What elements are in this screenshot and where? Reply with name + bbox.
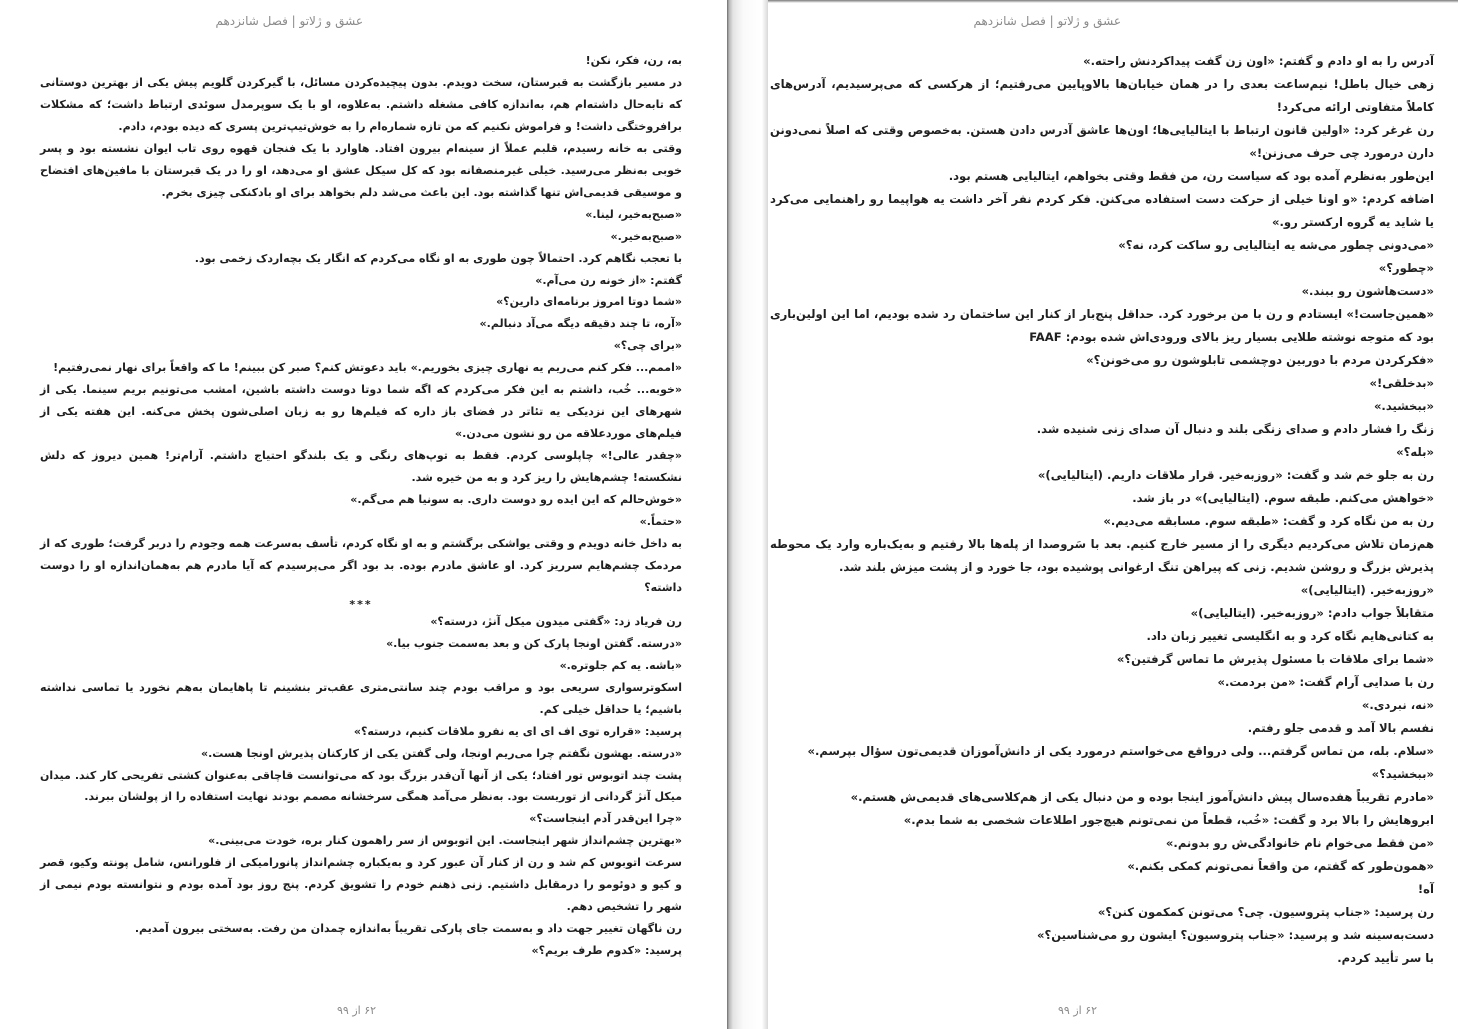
paragraph: سرعت اتوبوس کم شد و رن از کنار آن عبور کرد و به‌یکباره چشم‌انداز پانورامیکی از فلورانس، شامل پونته وکیو، قصر و کیو و دوئومو را درمقابل داشتیم. زنی ذهنم خودم را تشویق کردم. پنج روز بود آمده بودم و نتوانسته بودم نیمی از شهر را تشخیص دهم. <box>40 856 682 914</box>
paragraph: رن به جلو خم شد و گفت: «روزبه‌خیر. قرار ملاقات داریم. (ایتالیایی)» <box>1037 468 1434 482</box>
left-page <box>0 0 727 1029</box>
running-header: عشق و ژلاتو | فصل شانزدهم <box>215 14 363 28</box>
book-gutter <box>727 0 768 1029</box>
paragraph: هم‌زمان تلاش می‌کردیم دیگری را از مسیر خارج کنیم. بعد با سَروصدا از پله‌ها بالا رفتیم و به‌یک‌باره وارد یک محوطه پذیرش بزرگ و روشن شدیم. زنی که پیراهن تنگ ارغوانی پوشیده بود، جا خورد و از پشت میزش بلند شد. <box>770 537 1434 574</box>
section-separator: *** <box>349 597 373 611</box>
paragraph: زهی خیال باطل! نیم‌ساعت بعدی را در همان خیابان‌ها بالاوپایین می‌رفتیم؛ از هرکسی که می‌پرسیدیم، آدرس‌های کاملاً متفاوتی ارائه می‌کرد! <box>770 77 1434 114</box>
paragraph: «روزبه‌خیر. (ایتالیایی)» <box>1300 583 1434 597</box>
paragraph: به، رن، فکر، نکن! <box>585 54 682 67</box>
paragraph: اضافه کردم: «و اونا خیلی از حرکت دست استفاده می‌کنن. فکر کردم نفر آخر داشت یه هواپیما رو راهنمایی می‌کرد یا شاید یه گروه ارکستر رو.» <box>770 192 1434 229</box>
paragraph: با تعجب نگاهم کرد. احتمالاً چون طوری به او نگاه می‌کردم که انگار یک بچه‌اردک زخمی بود. <box>194 251 682 265</box>
paragraph: اسکوترسواری سریعی بود و مراقب بودم چند سانتی‌متری عقب‌تر بنشینم تا پاهایمان به‌هم نخورد یا تماسی نداشته باشیم؛ یا حداقل خیلی کم. <box>40 680 682 716</box>
paragraph: متقابلاً جواب دادم: «روزبه‌خیر. (ایتالیایی)» <box>1190 606 1434 620</box>
paragraph: رن فریاد زد: «گفتی میدون میکل آنژ، درسته؟» <box>430 614 682 628</box>
paragraph: «بله؟» <box>1396 445 1434 459</box>
paragraph: «دست‌هاشون رو ببند.» <box>1301 284 1434 298</box>
page-body <box>40 50 682 962</box>
paragraph: «اممم... فکر کنم می‌ریم یه نهاری چیزی بخوریم.» باید دعوتش کنم؟ صبر کن ببینم! ما که واقعاً برای نهار نمی‌رفتیم! <box>53 361 682 375</box>
paragraph: «همون‌طور که گفتم، من واقعاً نمی‌تونم کمکی بکنم.» <box>1127 859 1434 873</box>
paragraph: «درسته. گفتن اونجا پارک کن و بعد به‌سمت جنوب بیا.» <box>386 636 682 650</box>
paragraph: در مسیر بازگشت به قبرستان، سخت دویدم. بدون پیچیده‌کردن مسائل، با گیرکردن گلویم پیش یکی از بهترین دوستانی که تابه‌حال داشته‌ام هم، به‌اندازه کافی مشغله داشتم. به‌علاوه، او با یک سوپرمدل سوئدی ارتباط داشت؛ که مشکلات برافروختگی داشت! و فراموش نکنیم که من تازه شماره‌ام را به خوش‌تیپ‌ترین پسری که دیده بودم، دادم. <box>40 75 682 133</box>
paragraph: رن پرسید: «جناب پتروسیون. چی؟ می‌تونن کمکمون کنن؟» <box>1097 905 1434 919</box>
paragraph: «درسته. بهشون نگفتم چرا می‌ریم اونجا، ولی گفتن یکی از کارکنان پذیرش اونجا هست.» <box>200 746 682 760</box>
right-page <box>768 0 1458 1029</box>
paragraph: «شما برای ملاقات با مسئول پذیرش ما تماس گرفتین؟» <box>1116 652 1434 666</box>
paragraph: به کتانی‌هایم نگاه کرد و به انگلیسی تغییر زبان داد. <box>1146 629 1434 643</box>
page-number: ۶۲ از ۹۹ <box>1058 1004 1098 1017</box>
paragraph: «صبح‌به‌خیر، لینا.» <box>585 207 682 221</box>
paragraph: «همین‌جاست!» ایستادم و رن با من برخورد کرد. حداقل پنج‌بار از کنار این ساختمان رد شده بودیم، اما این اولین‌باری بود که متوجه نوشته طلایی بسیار ریز بالای ورودی‌اش شده بودم: FAAF <box>770 307 1434 344</box>
paragraph: پرسید: «کدوم طرف بریم؟» <box>531 944 682 958</box>
paragraph: «خوش‌حالم که این ایده رو دوست داری. به سونیا هم می‌گم.» <box>350 493 682 507</box>
paragraph: «شما دوتا امروز برنامه‌ای دارین؟» <box>496 295 682 309</box>
paragraph: گفتم: «از خونه رن می‌آم.» <box>535 273 682 287</box>
paragraph: زنگ را فشار دادم و صدای زنگی بلند و دنبال آن صدای زنی شنیده شد. <box>1036 422 1434 436</box>
paragraph: «بدخلقی!» <box>1369 376 1434 390</box>
paragraph: «چرا این‌قدر آدم اینجاست؟» <box>529 812 682 826</box>
page-number: ۶۲ از ۹۹ <box>337 1004 377 1017</box>
paragraph: آدرس را به او دادم و گفتم: «اون زن گفت پیداکردنش راحته.» <box>1083 54 1434 68</box>
paragraph: پرسید: «قراره توی اف ای ای یه نفرو ملاقات کنیم، درسته؟» <box>353 724 682 738</box>
paragraph: رن به من نگاه کرد و گفت: «طبقه سوم. مسابقه می‌دیم.» <box>1103 514 1434 528</box>
paragraph: «بهترین چشم‌انداز شهر اینجاست. این اتوبوس از سر راهمون کنار بره، خودت می‌بینی.» <box>208 834 682 848</box>
paragraph: «خواهش می‌کنم. طبقه سوم. (ایتالیایی)» در باز شد. <box>1132 491 1434 505</box>
paragraph: آه! <box>1417 882 1434 896</box>
paragraph: رن ناگهان تغییر جهت داد و به‌سمت جای پارکی تقریباً به‌اندازه چمدان من رفت. به‌سختی بیرون آمدیم. <box>134 922 682 936</box>
paragraph: «من فقط می‌خوام نام خانوادگی‌ش رو بدونم.» <box>1165 836 1434 850</box>
paragraph: وقتی به خانه رسیدم، قلبم عملاً از سینه‌ام بیرون افتاد. هاوارد با یک فنجان قهوه روی تاب ایوان نشسته بود و پسر خوبی به‌نظر می‌رسید. خیلی غیرمنصفانه بود که کل سیکل عشق او می‌دهد، او را در یک قبرستان با مافین‌های افتضاح و موسیقی قدیمی‌اش تنها گذاشته بود. این باعث می‌شد دلم بخواهد برای او بادکنکی چیزی بخرم. <box>40 141 682 199</box>
paragraph: «چطور؟» <box>1378 261 1434 275</box>
paragraph: با سر تأیید کردم. <box>1337 951 1434 965</box>
paragraph: رن با صدایی آرام گفت: «من بردمت.» <box>1217 675 1434 689</box>
paragraph: «خوبه... خُب، داشتم به این فکر می‌کردم که اگه شما دوتا دوست داشته باشین، امشب می‌تونیم بریم سینما. یکی از شهرهای این نزدیکی یه تئاتر در فضای باز داره که فیلم‌ها رو به زبان اصلی‌شون پخش می‌کنه. این هفته یکی از فیلم‌های موردعلاقه من رو نشون می‌دن.» <box>40 383 682 441</box>
paragraph: «حتماً.» <box>639 515 682 529</box>
paragraph: «برای چی؟» <box>613 339 682 353</box>
paragraph: ابروهایش را بالا برد و گفت: «خُب، قطعاً من نمی‌تونم هیچ‌جور اطلاعات شخصی به شما بدم.» <box>903 813 1434 827</box>
paragraph: این‌طور به‌نظرم آمده بود که سیاست رن، من فقط وقتی بخواهم، ایتالیایی هستم بود. <box>948 169 1434 183</box>
paragraph: دست‌به‌سینه شد و پرسید: «جناب پتروسیون؟ ایشون رو می‌شناسین؟» <box>1037 928 1434 942</box>
paragraph: «سلام. بله، من تماس گرفتم... ولی درواقع می‌خواستم درمورد یکی از دانش‌آموزان قدیمی‌تون سؤال بپرسم.» <box>807 744 1434 758</box>
running-header: عشق و ژلاتو | فصل شانزدهم <box>973 14 1121 28</box>
paragraph: نفسم بالا آمد و قدمی جلو رفتم. <box>1247 721 1434 735</box>
paragraph: «آره، تا چند دقیقه دیگه می‌آد دنبالم.» <box>479 317 682 331</box>
page-edge-shadow <box>768 0 1458 3</box>
paragraph: «باشه. یه کم جلوتره.» <box>559 658 682 672</box>
paragraph: «فکرکردن مردم با دوربین دوچشمی تابلوشون رو می‌خونن؟» <box>1086 353 1434 367</box>
paragraph: «می‌دونی چطور می‌شه یه ایتالیایی رو ساکت کرد، نه؟» <box>1118 238 1434 252</box>
paragraph: رن غرغر کرد: «اولین قانون ارتباط با ایتالیایی‌ها؛ اون‌ها عاشق آدرس دادن هستن. به‌خصوص وقتی که اصلاً نمی‌دونن دارن درمورد چی حرف می‌زنن!» <box>770 123 1434 160</box>
paragraph: «صبح‌به‌خیر.» <box>610 229 682 243</box>
paragraph: پشت چند اتوبوس تور افتاد؛ یکی از آنها آن‌قدر بزرگ بود که می‌توانست قاچاقی به‌عنوان کشتی تفریحی کار کند. میدان میکل آنژ گردانی از توریست بود. به‌نظر می‌آمد همگی سرخشانه مصمم بودند نهایت استفاده را از پولشان ببرند. <box>40 768 682 804</box>
paragraph: به داخل خانه دویدم و وقتی یواشکی برگشتم و به او نگاه کردم، تأسف به‌سرعت همه وجودم را دربر گرفت؛ طوری که از مردمک چشم‌هایم سرریز کرد. او عاشق مادرم بوده. بد بود اگر می‌پرسیدم که آیا مادرم هم به‌همان‌اندازه او را دوست داشته؟ <box>40 536 682 594</box>
paragraph: «مادرم تقریباً هفده‌سال پیش دانش‌آموز اینجا بوده و من دنبال یکی از هم‌کلاسی‌های قدیمی‌ش هستم.» <box>850 790 1434 804</box>
paragraph: «نه، نبردی.» <box>1361 698 1434 712</box>
paragraph: «ببخشید؟» <box>1371 767 1434 781</box>
page-body <box>770 50 1434 970</box>
paragraph: «ببخشید.» <box>1373 399 1434 413</box>
paragraph: «چقدر عالی!» چاپلوسی کردم. فقط به توپ‌های رنگی و یک بلندگو احتیاج داشتم. آرام‌تر! همین دیروز که دلش نشکسته! چشم‌هایش را ریز کرد و به من خیره شد. <box>40 449 682 485</box>
